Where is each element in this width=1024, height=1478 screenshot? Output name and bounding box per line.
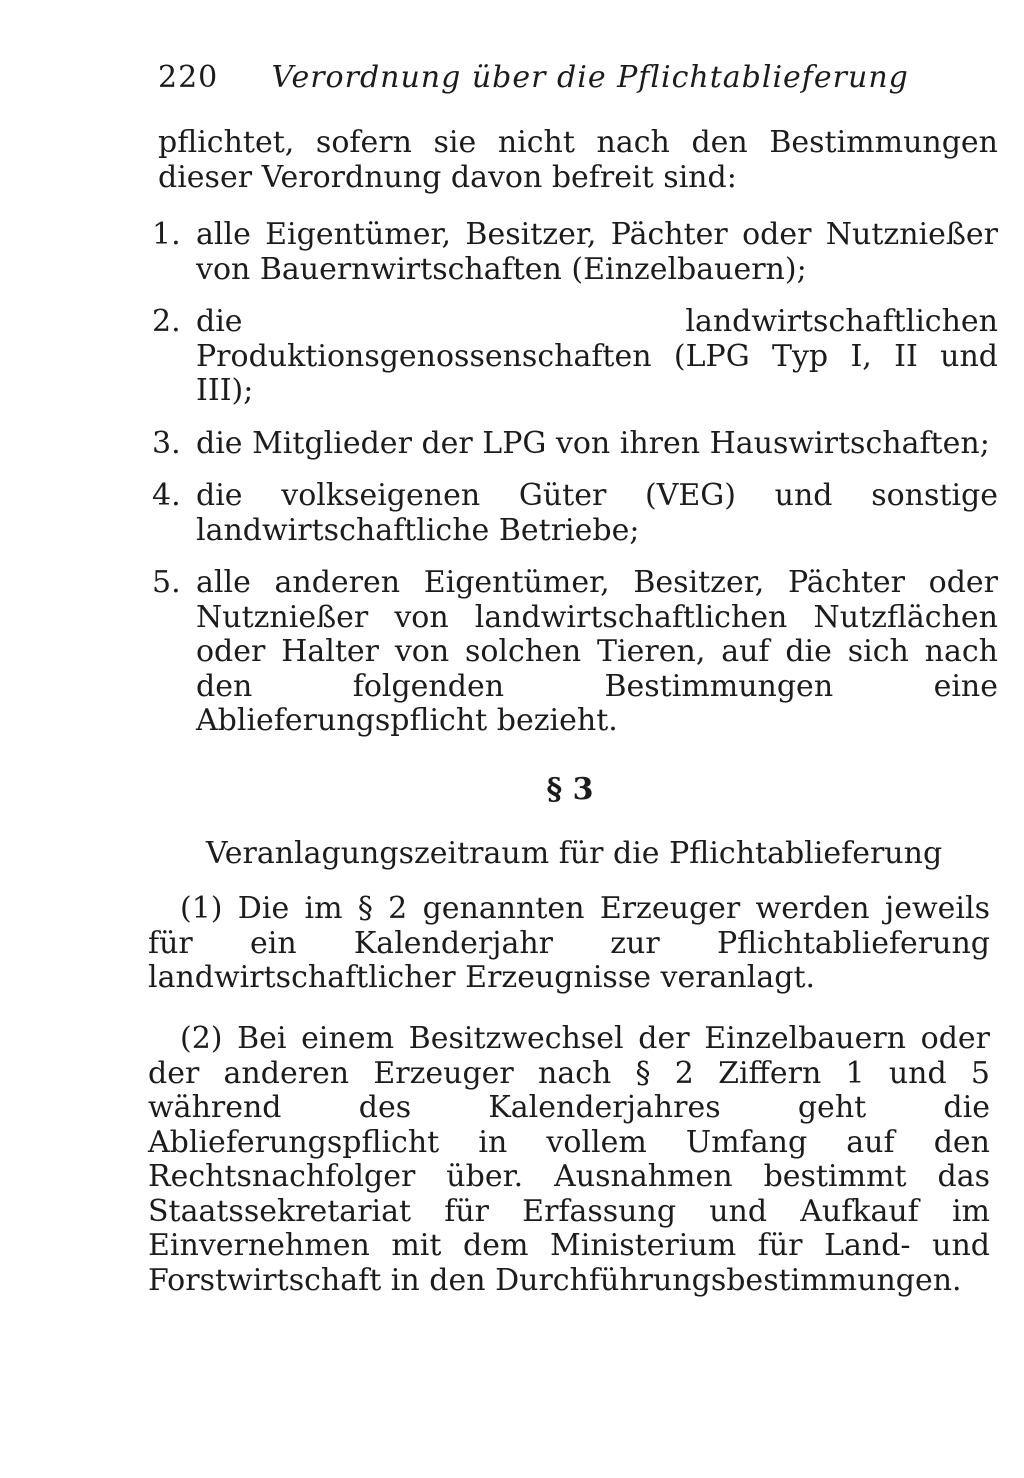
intro-paragraph: pflichtet, sofern sie nicht nach den Bestimmungen dieser Verordnung davon befreit sind: xyxy=(158,125,998,195)
list-item-text: alle Eigentümer, Besitzer, Pächter oder Nutznießer von Bauernwirtschaften (Einzelbauern); xyxy=(196,217,998,287)
list-item-number: 4. xyxy=(152,478,181,513)
list-item xyxy=(152,479,998,548)
list-item-text: die landwirtschaftlichen Produktionsgenossenschaften (LPG Typ I, II und III); xyxy=(196,304,998,408)
list-item-number: 2. xyxy=(152,304,181,339)
section-paragraph-2: (2) Bei einem Besitzwechsel der Einzelbauern oder der anderen Erzeuger nach § 2 Ziffern 1 und 5 während des Kalenderjahres geht die Ablieferungspflicht in vollem Umfang auf den Rechtsnachfolger über. Ausnahmen bestimmt das Staatssekretariat für Erfassung und Aufkauf im Einvernehmen mit dem Ministerium für Land- und Forstwirtschaft in den Durchführungsbestimmungen. xyxy=(148,1021,990,1298)
list-item-text: alle anderen Eigentümer, Besitzer, Pächter oder Nutznießer von landwirtschaftlichen Nutzflächen oder Halter von solchen Tieren, auf die sich nach den folgenden Bestimmungen eine Ablieferungspflicht bezieht. xyxy=(196,565,998,738)
section-number: § 3 xyxy=(546,772,594,807)
section-heading: Veranlagungszeitraum für die Pflichtablieferung xyxy=(205,836,943,871)
page-header xyxy=(158,56,909,100)
list-item-text: die volkseigenen Güter (VEG) und sonstige landwirtschaftliche Betriebe; xyxy=(196,478,998,548)
running-title: Verordnung über die Pflichtablieferung xyxy=(271,60,909,95)
list-item-number: 1. xyxy=(152,217,181,252)
list-item xyxy=(152,305,998,409)
list-item xyxy=(152,427,998,462)
list-item xyxy=(152,566,998,739)
list-item xyxy=(152,218,998,287)
section-paragraph-1: (1) Die im § 2 genannten Erzeuger werden jeweils für ein Kalenderjahr zur Pflichtablieferung landwirtschaftlicher Erzeugnisse veranlagt. xyxy=(148,891,990,995)
obligation-list xyxy=(152,218,998,757)
list-item-text: die Mitglieder der LPG von ihren Hauswirtschaften; xyxy=(196,425,990,461)
list-item-number: 5. xyxy=(152,565,181,600)
page-number: 220 xyxy=(158,60,219,95)
list-item-number: 3. xyxy=(152,425,181,461)
